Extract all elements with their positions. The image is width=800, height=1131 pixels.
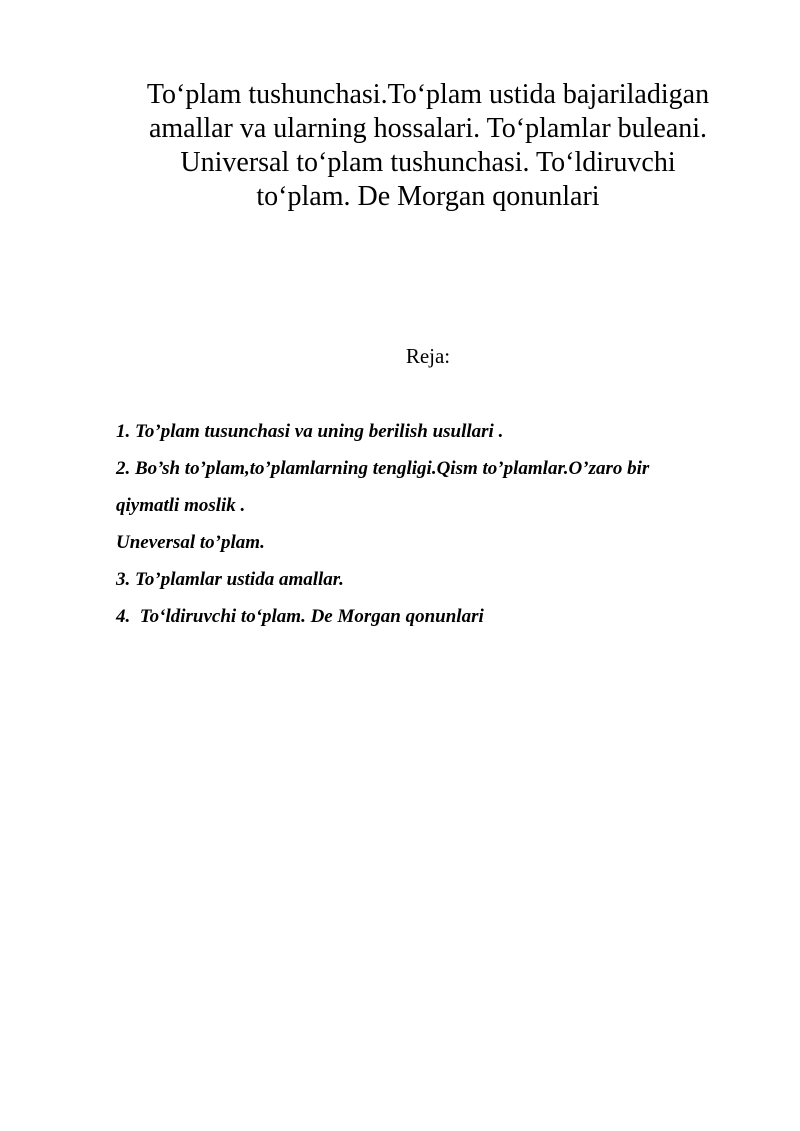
title-line: amallar va ularning hossalari. To‘plamlar buleani.: [148, 113, 708, 144]
plan-item: 2. Bo’sh to’plam,to’plamlarning tengligi.Qism to’plamlar.O’zaro bir: [116, 458, 650, 479]
plan-item: 1. To’plam tusunchasi va uning berilish usullari .: [116, 421, 504, 442]
plan-heading: Reja:: [405, 344, 451, 368]
plan-item: 3. To’plamlar ustida amallar.: [116, 569, 344, 590]
plan-item: qiymatli moslik .: [116, 495, 246, 516]
plan-item: Uneversal to’plam.: [116, 532, 265, 553]
plan-item: 4. To‘ldiruvchi to‘plam. De Morgan qonunlari: [116, 606, 484, 627]
title-line: Universal to‘plam tushunchasi. To‘ldiruvchi: [180, 147, 676, 178]
title-line: To‘plam tushunchasi.To‘plam ustida bajariladigan: [146, 79, 710, 110]
title-line: to‘plam. De Morgan qonunlari: [256, 181, 600, 212]
plan-list: [116, 413, 756, 635]
document-title: [118, 78, 738, 214]
